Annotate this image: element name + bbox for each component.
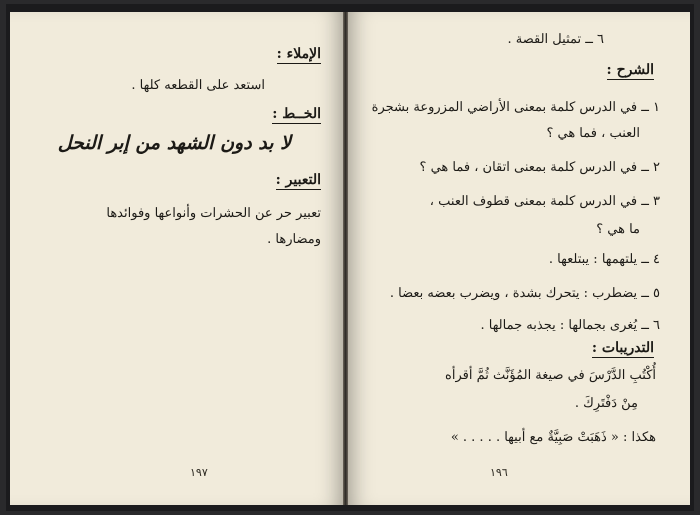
tabeer-line-2: ومضارها . xyxy=(267,232,321,247)
question-1-line-2: العنب ، فما هي ؟ xyxy=(546,126,640,141)
tabeer-heading: التعبير : xyxy=(275,172,321,188)
question-2: ٢ ــ في الدرس كلمة بمعنى اتقان ، فما هي ؟ xyxy=(419,160,660,175)
question-3-line-1: ٣ ــ في الدرس كلمة بمعنى قطوف العنب ، xyxy=(429,194,660,209)
page-number-right: ١٩٦ xyxy=(490,466,508,479)
definition-5: ٥ ــ يضطرب : يتحرك بشدة ، ويضرب بعضه بعضا . xyxy=(389,286,660,301)
right-page xyxy=(348,12,690,505)
khat-heading: الخــط : xyxy=(272,106,321,122)
imla-heading: الإملاء : xyxy=(276,46,321,62)
definition-4: ٤ ــ يلتهمها : يبتلعها . xyxy=(548,252,660,267)
left-page xyxy=(10,12,343,505)
tabeer-line-1: تعبير حر عن الحشرات وأنواعها وفوائدها xyxy=(106,206,321,221)
book-spread xyxy=(6,4,694,511)
definition-6: ٦ ــ يُغرى بجمالها : يجذبه جمالها . xyxy=(480,318,660,333)
sharh-heading: الشرح : xyxy=(606,62,654,78)
tadribat-heading: التدريبات : xyxy=(591,340,654,356)
exercise-line-3: هكذا : « ذَهَبَتْ صَبِيَّةٌ مع أبيها . . . . . » xyxy=(450,430,656,445)
imla-text: استعد على القطعه كلها . xyxy=(131,78,265,93)
calligraphy-text: لا بد دون الشهد من إبر النحل xyxy=(57,132,291,154)
question-1-line-1: ١ ــ في الدرس كلمة بمعنى الأراضي المزروعة بشجرة xyxy=(371,100,660,115)
question-3-line-2: ما هي ؟ xyxy=(596,222,640,237)
exercise-line-1: أُكْتُبِ الدَّرْسَ في صيغة المُؤَنَّث ثُمَّ أقرأه xyxy=(445,368,656,383)
page-number-left: ١٩٧ xyxy=(190,466,208,479)
exercise-line-2: مِنْ دَفْتَرِكَ . xyxy=(574,396,638,411)
item-6-top: ٦ ــ تمثيل القصة . xyxy=(507,32,604,47)
